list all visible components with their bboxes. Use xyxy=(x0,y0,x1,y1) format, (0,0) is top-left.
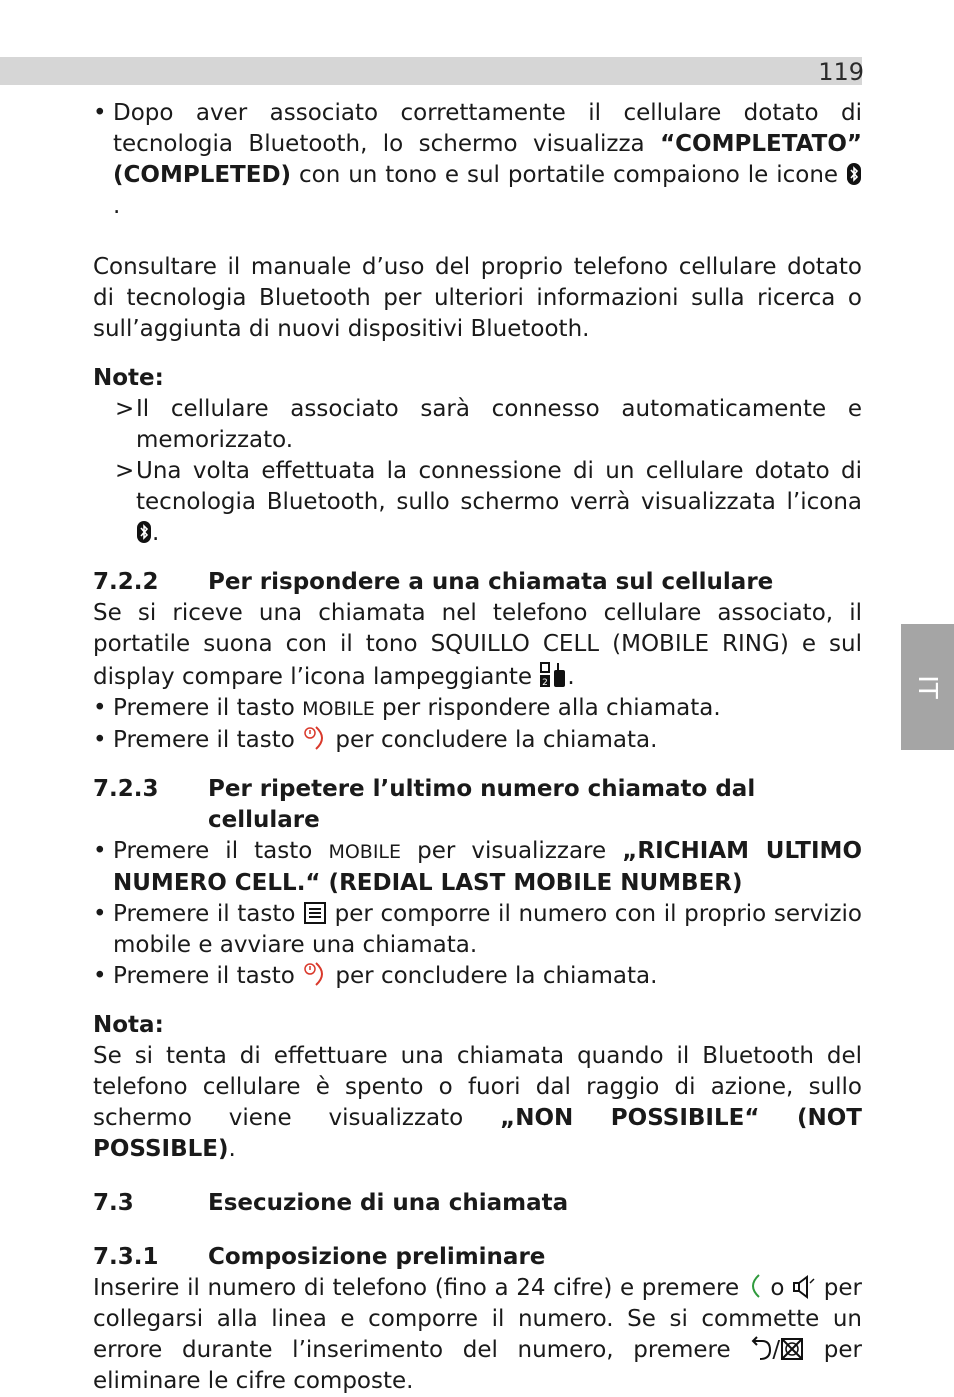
mobile-call-blinking-icon xyxy=(539,660,567,688)
bullet-mark: • xyxy=(93,901,107,927)
section-number: 7.3 xyxy=(93,1190,134,1216)
section-number: 7.2.2 xyxy=(93,569,159,595)
status-message: „RICHIAM ULTIMO NUMERO CELL.“ (REDIAL LAST MOBILE NUMBER) xyxy=(113,838,862,896)
paragraph-manual: Consultare il manuale d’uso del proprio telefono cellulare dotato di tecnologia Bluetooth per ulteriori informazioni sulla ricerca o sull’aggiunta di nuovi dispositivi Bluetooth. xyxy=(93,254,862,342)
bullet-answer xyxy=(93,693,862,725)
paragraph-not-possible xyxy=(93,1041,862,1165)
bullet-text xyxy=(113,899,862,961)
talk-icon xyxy=(747,1273,763,1299)
text-run: Premere il tasto xyxy=(113,901,304,927)
text-run: . xyxy=(567,664,575,690)
note-heading: Note: xyxy=(93,365,164,391)
bullet-completed xyxy=(93,98,862,222)
text-run: . xyxy=(152,520,160,546)
bullet-text xyxy=(113,98,862,222)
end-call-icon xyxy=(302,961,328,987)
bullet-mark: • xyxy=(93,695,107,721)
text-run: Inserire il numero di telefono (fino a 24 cifre) e premere xyxy=(93,1275,747,1301)
bluetooth-icon xyxy=(846,162,862,186)
bullet-text xyxy=(113,836,862,899)
section-title: Esecuzione di una chiamata xyxy=(208,1190,569,1216)
text-run: per eliminare le cifre composte. xyxy=(93,1337,862,1394)
bullet-mark: • xyxy=(93,727,107,753)
section-heading-7-3-1 xyxy=(93,1242,862,1273)
text-run: Se si riceve una chiamata nel telefono cellulare associato, il portatile suona con il tono SQUILLO CELL (MOBILE RING) e sul display compare l’icona lampeggiante xyxy=(93,600,862,690)
speaker-icon xyxy=(792,1275,816,1299)
section-heading-7-2-2 xyxy=(93,567,862,598)
text-run: per concludere la chiamata. xyxy=(328,963,658,989)
section-heading-7-2-3 xyxy=(93,774,862,836)
text-run: Se si tenta di effettuare una chiamata quando il Bluetooth del telefono cellulare è spento o fuori dal raggio di azione, sullo schermo viene visualizzato xyxy=(93,1043,862,1131)
text-run: con un tono e sul portatile compaiono le icone xyxy=(291,162,846,188)
menu-key-icon xyxy=(303,901,327,925)
header-bar xyxy=(0,57,862,85)
text-run: / xyxy=(772,1337,781,1363)
svg-text:2: 2 xyxy=(542,678,549,688)
text-run: . xyxy=(228,1136,236,1162)
note-text: Il cellulare associato sarà connesso automaticamente e memorizzato. xyxy=(136,396,862,453)
note-text xyxy=(136,456,862,549)
paragraph-incoming xyxy=(93,598,862,693)
text-run: Premere il tasto xyxy=(113,963,303,989)
text-run: per comporre il numero con il proprio servizio mobile e avviare una chiamata. xyxy=(113,901,862,958)
paragraph-predial xyxy=(93,1273,862,1397)
note-item xyxy=(93,394,862,456)
status-message: „NON POSSIBILE“ (NOT POSSIBLE) xyxy=(93,1105,862,1162)
bullet-end-call xyxy=(93,725,862,756)
text-run: per concludere la chiamata. xyxy=(328,727,658,753)
note-mark: > xyxy=(115,396,135,422)
language-tab xyxy=(901,624,954,750)
section-number: 7.2.3 xyxy=(93,776,159,802)
section-title: Composizione preliminare xyxy=(208,1244,546,1270)
bullet-mark: • xyxy=(93,100,107,126)
section-title: Per rispondere a una chiamata sul cellulare xyxy=(208,569,774,595)
end-call-icon xyxy=(302,725,328,751)
bullet-menu-dial xyxy=(93,899,862,961)
text-run: per collegarsi alla linea e comporre il numero. Se si commette un errore durante l’inserimento del numero, premere xyxy=(93,1275,862,1363)
language-tab-label: IT xyxy=(912,675,942,699)
delete-icon xyxy=(780,1337,804,1361)
bullet-text xyxy=(113,961,862,992)
page-content xyxy=(93,98,862,1397)
bullet-mark: • xyxy=(93,838,107,864)
text-run: Premere il tasto xyxy=(113,838,329,864)
text-run: Premere il tasto xyxy=(113,727,303,753)
status-message: “COMPLETATO” (COMPLETED) xyxy=(113,131,862,188)
nota-heading: Nota: xyxy=(93,1012,164,1038)
mobile-key-label: MOBILE xyxy=(328,841,402,863)
text-run: per visualizzare xyxy=(401,838,623,864)
bullet-redial xyxy=(93,836,862,899)
note-mark: > xyxy=(115,458,135,484)
text-run: o xyxy=(762,1275,793,1301)
section-number: 7.3.1 xyxy=(93,1244,159,1270)
bullet-text xyxy=(113,725,862,756)
bluetooth-icon xyxy=(136,520,152,544)
bullet-mark: • xyxy=(93,963,107,989)
text-run: Premere il tasto xyxy=(113,695,303,721)
text-run: . xyxy=(113,193,121,219)
note-item xyxy=(93,456,862,549)
page-number: 119 xyxy=(818,58,864,86)
text-run: per rispondere alla chiamata. xyxy=(374,695,721,721)
back-icon xyxy=(750,1335,772,1361)
mobile-key-label: MOBILE xyxy=(302,698,375,720)
bullet-text xyxy=(113,693,862,725)
text-run: Dopo aver associato correttamente il cellulare dotato di tecnologia Bluetooth, lo schermo visualizza xyxy=(113,100,862,157)
section-heading-7-3 xyxy=(93,1188,862,1219)
bullet-end-call xyxy=(93,961,862,992)
text-run: Una volta effettuata la connessione di un cellulare dotato di tecnologia Bluetooth, sullo schermo verrà visualizzata l’icona xyxy=(136,458,862,515)
section-title: Per ripetere l’ultimo numero chiamato dal cellulare xyxy=(208,776,756,833)
